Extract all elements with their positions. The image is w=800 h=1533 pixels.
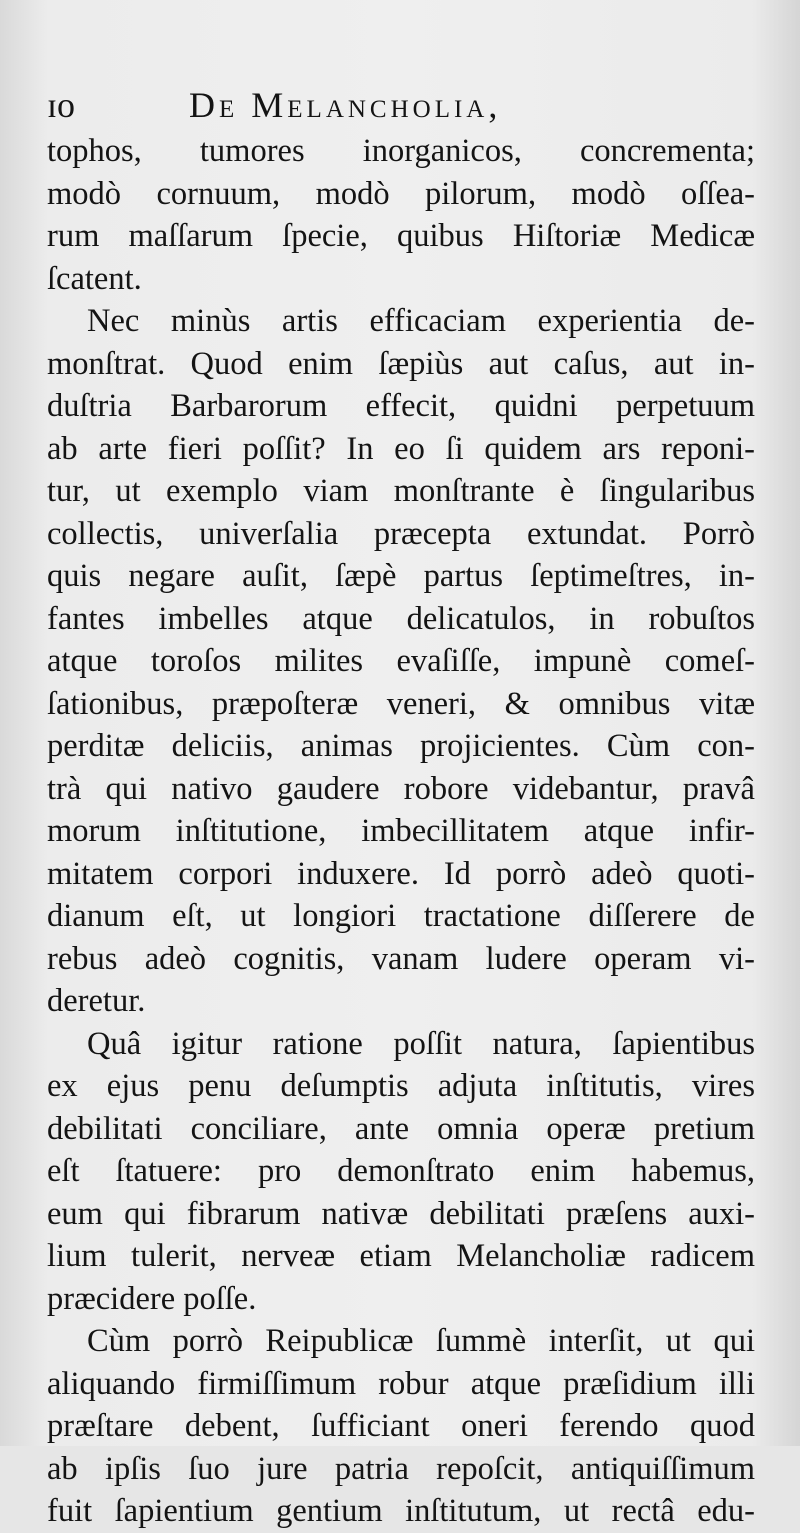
text-line: aliquando firmiſſimum robur atque præſidium illi [47,1365,755,1402]
text-line: eum qui fibrarum nativæ debilitati præſens auxi- [47,1195,755,1232]
text-body [47,130,755,1533]
text-line: morum inſtitutione, imbecillitatem atque infir- [47,813,755,849]
text-line: monſtrat. Quod enim ſæpiùs aut caſus, aut in- [47,345,755,382]
text-line: trà qui nativo gaudere robore videbantur, pravâ [47,770,755,807]
text-line: ab ipſis ſuo jure patria repoſcit, antiquiſſimum [47,1450,755,1487]
text-line: modò cornuum, modò pilorum, modò oſſea- [47,175,755,212]
text-line: ſcatent. [47,260,142,297]
text-line: tur, ut exemplo viam monſtrante è ſingularibus [47,473,755,509]
text-line: ab arte fieri poſſit? In eo ſi quidem ars reponi- [47,430,755,467]
text-line: dianum eſt, ut longiori tractatione diſſerere de [47,898,755,934]
text-line: ex ejus penu deſumptis adjuta inſtitutis, vires [47,1068,755,1104]
text-line: perditæ deliciis, animas projicientes. Cùm con- [47,728,755,764]
text-line: atque toroſos milites evaſiſſe, impunè comeſ- [47,643,755,679]
page-header [47,82,767,128]
text-line: fuit ſapientium gentium inſtitutum, ut rectâ edu- [47,1493,755,1529]
text-line: fantes imbelles atque delicatulos, in robuſtos [47,600,755,637]
text-line: rebus adeò cognitis, vanam ludere operam vi- [47,940,755,977]
text-line: tophos, tumores inorganicos, concrementa; [47,133,755,169]
text-line: ſationibus, præpoſteræ veneri, & omnibus vitæ [47,685,755,722]
text-line: collectis, univerſalia præcepta extundat. Porrò [47,515,755,552]
text-line: rum maſſarum ſpecie, quibus Hiſtoriæ Medicæ [47,218,755,254]
text-line: deretur. [47,983,146,1019]
text-line: Nec minùs artis efficaciam experientia de- [87,303,755,339]
text-line: duſtria Barbarorum effecit, quidni perpetuum [47,388,755,424]
page-number: ɪo [47,85,76,125]
text-line: mitatem corpori induxere. Id porrò adeò quoti- [47,855,755,892]
text-line: præcidere poſſe. [47,1280,257,1317]
text-line: præſtare debent, ſufficiant oneri ferendo quod [47,1408,755,1444]
text-line: lium tulerit, nerveæ etiam Melancholiæ radicem [47,1238,755,1274]
text-line: Cùm porrò Reipublicæ ſummè interſit, ut qui [87,1323,755,1359]
text-line: eſt ſtatuere: pro demonſtrato enim habemus, [47,1153,755,1189]
text-line: quis negare auſit, ſæpè partus ſeptimeſtres, in- [47,558,755,594]
text-line: debilitati conciliare, ante omnia operæ pretium [47,1110,755,1147]
text-line: Quâ igitur ratione poſſit natura, ſapientibus [87,1025,755,1062]
running-title: De Melancholia, [189,85,502,125]
